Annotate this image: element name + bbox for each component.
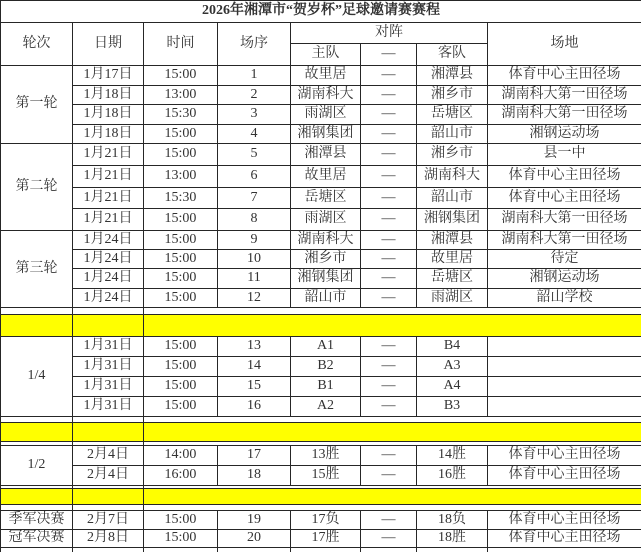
separator-cell-rest xyxy=(144,489,641,505)
home-team: 湘钢集团 xyxy=(291,269,361,289)
match-row xyxy=(1,337,641,357)
match-venue xyxy=(488,357,641,377)
match-venue: 湖南科大第一田径场 xyxy=(488,231,641,250)
match-date: 2月7日 xyxy=(73,511,144,530)
home-team: B1 xyxy=(291,377,361,397)
round-label: 冠军决赛 xyxy=(1,530,73,548)
spacer-cell-round xyxy=(1,308,73,315)
match-venue: 湖南科大第一田径场 xyxy=(488,209,641,231)
away-team: 湘潭县 xyxy=(417,231,488,250)
match-order: 7 xyxy=(218,188,291,209)
home-team: 湘钢集团 xyxy=(291,125,361,144)
partial-cell xyxy=(291,548,361,552)
partial-cell xyxy=(73,548,144,552)
match-time: 15:00 xyxy=(144,269,218,289)
match-time: 14:00 xyxy=(144,446,218,466)
match-venue: 体育中心主田径场 xyxy=(488,466,641,486)
partial-cell xyxy=(417,548,488,552)
match-row xyxy=(1,209,641,231)
match-row xyxy=(1,125,641,144)
away-team: 岳塘区 xyxy=(417,105,488,125)
home-team: 湖南科大 xyxy=(291,231,361,250)
away-team: 18负 xyxy=(417,511,488,530)
match-venue: 县一中 xyxy=(488,144,641,166)
col-header-round: 轮次 xyxy=(1,23,73,66)
vs-dash: — xyxy=(361,166,417,188)
match-order: 10 xyxy=(218,250,291,269)
match-venue: 体育中心主田径场 xyxy=(488,446,641,466)
partial-cell xyxy=(361,548,417,552)
match-venue: 湖南科大第一田径场 xyxy=(488,105,641,125)
match-row xyxy=(1,105,641,125)
col-header-home: 主队 xyxy=(291,44,361,66)
match-row xyxy=(1,466,641,486)
header-row-top xyxy=(1,23,641,44)
home-team: 17负 xyxy=(291,511,361,530)
match-time: 15:00 xyxy=(144,377,218,397)
vs-dash: — xyxy=(361,530,417,548)
away-team: 雨湖区 xyxy=(417,289,488,308)
away-team: 湖南科大 xyxy=(417,166,488,188)
match-date: 1月24日 xyxy=(73,289,144,308)
vs-dash: — xyxy=(361,188,417,209)
match-time: 15:00 xyxy=(144,66,218,86)
home-team: 湘乡市 xyxy=(291,250,361,269)
match-row xyxy=(1,511,641,530)
match-venue: 体育中心主田径场 xyxy=(488,166,641,188)
vs-dash: — xyxy=(361,511,417,530)
vs-dash: — xyxy=(361,144,417,166)
match-time: 13:00 xyxy=(144,86,218,105)
separator-cell-round xyxy=(1,423,73,442)
vs-dash: — xyxy=(361,357,417,377)
match-time: 16:00 xyxy=(144,466,218,486)
col-header-time: 时间 xyxy=(144,23,218,66)
away-team: 湘乡市 xyxy=(417,86,488,105)
home-team: 故里居 xyxy=(291,166,361,188)
vs-dash: — xyxy=(361,125,417,144)
match-row xyxy=(1,397,641,417)
match-venue: 体育中心主田径场 xyxy=(488,530,641,548)
match-row xyxy=(1,446,641,466)
vs-dash: — xyxy=(361,86,417,105)
away-team: 16胜 xyxy=(417,466,488,486)
partial-cell xyxy=(1,548,73,552)
match-order: 5 xyxy=(218,144,291,166)
home-team: 故里居 xyxy=(291,66,361,86)
match-venue: 体育中心主田径场 xyxy=(488,66,641,86)
home-team: 17胜 xyxy=(291,530,361,548)
match-row xyxy=(1,289,641,308)
match-row xyxy=(1,269,641,289)
col-header-order: 场序 xyxy=(218,23,291,66)
match-date: 1月21日 xyxy=(73,188,144,209)
match-venue: 湘钢运动场 xyxy=(488,269,641,289)
match-venue: 湖南科大第一田径场 xyxy=(488,86,641,105)
match-time: 15:00 xyxy=(144,250,218,269)
away-team: B4 xyxy=(417,337,488,357)
round-label: 1/4 xyxy=(1,337,73,417)
match-venue xyxy=(488,377,641,397)
away-team: 18胜 xyxy=(417,530,488,548)
match-date: 1月21日 xyxy=(73,209,144,231)
spacer-cell-rest xyxy=(144,308,641,315)
spacer-row xyxy=(1,308,641,315)
vs-dash: — xyxy=(361,337,417,357)
match-order: 17 xyxy=(218,446,291,466)
away-team: 湘钢集团 xyxy=(417,209,488,231)
round-label: 第二轮 xyxy=(1,144,73,231)
match-order: 18 xyxy=(218,466,291,486)
match-order: 3 xyxy=(218,105,291,125)
match-row xyxy=(1,188,641,209)
match-time: 13:00 xyxy=(144,166,218,188)
vs-dash: — xyxy=(361,105,417,125)
match-row xyxy=(1,86,641,105)
match-order: 2 xyxy=(218,86,291,105)
separator-cell-date xyxy=(73,315,144,337)
home-team: 雨湖区 xyxy=(291,209,361,231)
match-order: 14 xyxy=(218,357,291,377)
match-date: 1月31日 xyxy=(73,397,144,417)
match-order: 9 xyxy=(218,231,291,250)
match-time: 15:00 xyxy=(144,397,218,417)
away-team: 湘潭县 xyxy=(417,66,488,86)
match-date: 1月18日 xyxy=(73,105,144,125)
separator-cell-round xyxy=(1,315,73,337)
match-venue: 体育中心主田径场 xyxy=(488,188,641,209)
home-team: 韶山市 xyxy=(291,289,361,308)
partial-cell xyxy=(144,548,218,552)
match-venue: 韶山学校 xyxy=(488,289,641,308)
separator-cell-date xyxy=(73,489,144,505)
match-order: 19 xyxy=(218,511,291,530)
match-venue: 体育中心主田径场 xyxy=(488,511,641,530)
home-team: B2 xyxy=(291,357,361,377)
match-date: 1月24日 xyxy=(73,231,144,250)
match-venue xyxy=(488,397,641,417)
match-order: 6 xyxy=(218,166,291,188)
vs-dash: — xyxy=(361,446,417,466)
separator-cell-rest xyxy=(144,423,641,442)
partial-cell xyxy=(488,548,641,552)
match-time: 15:00 xyxy=(144,289,218,308)
match-order: 15 xyxy=(218,377,291,397)
match-date: 1月31日 xyxy=(73,357,144,377)
match-date: 2月8日 xyxy=(73,530,144,548)
match-time: 15:00 xyxy=(144,231,218,250)
vs-dash: — xyxy=(361,466,417,486)
match-row xyxy=(1,66,641,86)
col-header-away: 客队 xyxy=(417,44,488,66)
match-date: 1月18日 xyxy=(73,125,144,144)
match-date: 2月4日 xyxy=(73,466,144,486)
match-order: 11 xyxy=(218,269,291,289)
col-header-date: 日期 xyxy=(73,23,144,66)
away-team: A4 xyxy=(417,377,488,397)
match-time: 15:00 xyxy=(144,357,218,377)
match-time: 15:00 xyxy=(144,337,218,357)
match-row xyxy=(1,357,641,377)
home-team: 湖南科大 xyxy=(291,86,361,105)
match-row xyxy=(1,377,641,397)
separator-cell-round xyxy=(1,489,73,505)
match-order: 20 xyxy=(218,530,291,548)
vs-dash: — xyxy=(361,66,417,86)
match-time: 15:00 xyxy=(144,144,218,166)
col-header-venue: 场地 xyxy=(488,23,641,66)
separator-row xyxy=(1,315,641,337)
match-row xyxy=(1,250,641,269)
match-date: 1月17日 xyxy=(73,66,144,86)
match-time: 15:00 xyxy=(144,530,218,548)
col-header-matchup: 对阵 xyxy=(291,23,488,44)
vs-dash: — xyxy=(361,209,417,231)
spacer-cell-date xyxy=(73,308,144,315)
match-order: 4 xyxy=(218,125,291,144)
match-order: 8 xyxy=(218,209,291,231)
separator-row xyxy=(1,489,641,505)
page-title: 2026年湘潭市“贺岁杯”足球邀请赛赛程 xyxy=(1,1,641,23)
match-row xyxy=(1,231,641,250)
vs-dash: — xyxy=(361,397,417,417)
match-date: 2月4日 xyxy=(73,446,144,466)
round-label: 第一轮 xyxy=(1,66,73,144)
match-date: 1月21日 xyxy=(73,144,144,166)
away-team: 故里居 xyxy=(417,250,488,269)
match-row xyxy=(1,530,641,548)
partial-row xyxy=(1,548,641,552)
match-time: 15:00 xyxy=(144,209,218,231)
home-team: 13胜 xyxy=(291,446,361,466)
home-team: 湘潭县 xyxy=(291,144,361,166)
match-date: 1月24日 xyxy=(73,250,144,269)
title-row xyxy=(1,1,641,23)
match-venue: 待定 xyxy=(488,250,641,269)
match-venue: 湘钢运动场 xyxy=(488,125,641,144)
match-order: 12 xyxy=(218,289,291,308)
away-team: 岳塘区 xyxy=(417,269,488,289)
round-label: 1/2 xyxy=(1,446,73,486)
partial-cell xyxy=(218,548,291,552)
vs-dash: — xyxy=(361,377,417,397)
match-time: 15:00 xyxy=(144,511,218,530)
match-row xyxy=(1,144,641,166)
round-label: 第三轮 xyxy=(1,231,73,308)
match-venue xyxy=(488,337,641,357)
match-row xyxy=(1,166,641,188)
match-time: 15:00 xyxy=(144,125,218,144)
home-team: A2 xyxy=(291,397,361,417)
away-team: A3 xyxy=(417,357,488,377)
home-team: 15胜 xyxy=(291,466,361,486)
match-order: 16 xyxy=(218,397,291,417)
home-team: 岳塘区 xyxy=(291,188,361,209)
match-date: 1月24日 xyxy=(73,269,144,289)
away-team: 韶山市 xyxy=(417,125,488,144)
separator-cell-rest xyxy=(144,315,641,337)
vs-dash: — xyxy=(361,289,417,308)
vs-dash: — xyxy=(361,269,417,289)
vs-dash: — xyxy=(361,231,417,250)
separator-cell-date xyxy=(73,423,144,442)
away-team: B3 xyxy=(417,397,488,417)
vs-dash: — xyxy=(361,250,417,269)
match-time: 15:30 xyxy=(144,188,218,209)
match-order: 1 xyxy=(218,66,291,86)
round-label: 季军决赛 xyxy=(1,511,73,530)
separator-row xyxy=(1,423,641,442)
match-date: 1月31日 xyxy=(73,337,144,357)
match-date: 1月21日 xyxy=(73,166,144,188)
match-order: 13 xyxy=(218,337,291,357)
home-team: 雨湖区 xyxy=(291,105,361,125)
home-team: A1 xyxy=(291,337,361,357)
away-team: 韶山市 xyxy=(417,188,488,209)
match-time: 15:30 xyxy=(144,105,218,125)
away-team: 湘乡市 xyxy=(417,144,488,166)
away-team: 14胜 xyxy=(417,446,488,466)
match-date: 1月18日 xyxy=(73,86,144,105)
col-header-dash: — xyxy=(361,44,417,66)
match-date: 1月31日 xyxy=(73,377,144,397)
